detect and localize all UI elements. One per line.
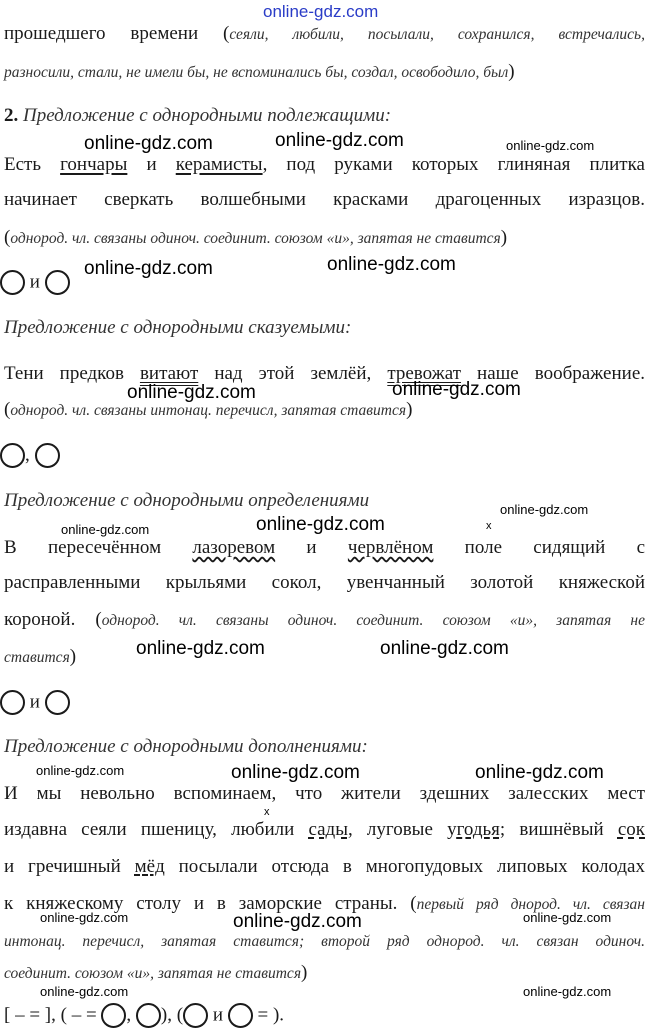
note-text: первый ряд днород. чл. связан [416,896,645,913]
intro-text: прошедшего времени ( [4,23,230,44]
predicate-1: витают [139,363,199,384]
s4-line-1: И мы невольно вспоминаем, что жители здешних залесских мест [4,783,645,804]
subject-1: гончары [60,154,128,175]
text: и [275,537,348,558]
watermark: online-gdz.com [392,379,521,400]
scheme-part: ), ( [160,1004,184,1026]
circle-icon [136,1003,161,1028]
intro-line-1 [4,22,645,47]
heading-text: Предложение с однородными определениями [4,490,370,511]
watermark: online-gdz.com [233,911,362,932]
s3-line-2: расправленными крыльями сокол, увенчанный золотой княжеской [4,572,645,593]
s2-scheme [0,441,60,470]
circle-icon [228,1003,253,1028]
note-text: однород. чл. связаны одиноч. соединит. союзом «и», запятая не [101,612,646,629]
text: ; вишнёвый [499,819,618,840]
text: посылали отсюда в многопудовых липовых колодах [164,856,645,877]
watermark: online-gdz.com [506,138,595,153]
s3-line-1 [4,536,645,560]
watermark: online-gdz.com [256,514,385,535]
text: наше воображение. [461,363,645,384]
watermark: online-gdz.com [275,130,404,151]
watermark: online-gdz.com [36,763,125,778]
s2-note: (однород. чл. связаны интонац. перечисл, запятая ставится) [4,399,413,420]
intro-line-2 [4,60,645,85]
watermark: online-gdz.com [231,762,360,783]
s3-line-3 [4,608,645,633]
note-text: интонац. перечисл, запятая ставится; второй ряд однород. чл. связан одиноч. [4,933,645,950]
paren: ) [69,646,77,667]
scheme-part: и [208,1004,228,1026]
scheme-part: , [126,1004,136,1026]
object-2: угодья [447,819,500,840]
text: , под руками которых глиняная плитка [262,154,645,175]
s1-line-1 [4,153,645,177]
circle-icon [0,690,25,715]
circle-icon [35,443,60,468]
circle-icon [101,1003,126,1028]
watermark: online-gdz.com [61,522,150,537]
intro-verbs-cont: разносили, стали, не имели бы, не вспоминались бы, создал, освободило, был [4,64,509,81]
object-1: сады [308,819,348,840]
s3-scheme [0,688,70,717]
text: Тени предков [4,363,140,384]
text: над этой землёй, [198,363,388,384]
watermark: online-gdz.com [127,382,256,403]
note-text: однород. чл. связаны одиноч. соединит. союзом «и», запятая не ставится [10,230,501,247]
watermark: online-gdz.com [475,762,604,783]
mark-x: x [264,806,270,818]
s1-note: (однород. чл. связаны одиноч. соединит. союзом «и», запятая не ставится) [4,227,508,248]
paren: ) [301,962,308,983]
watermark: online-gdz.com [136,638,265,659]
heading-text: Предложение с однородными дополнениями: [4,736,368,757]
attribute-2: червлёном [347,537,434,558]
note-text: ставится [4,649,70,666]
text: издавна сеяли пшеницу, любили [4,819,309,840]
s3-line-4 [4,645,645,670]
note-text: однород. чл. связаны интонац. перечисл, запятая ставится [10,402,407,419]
circle-icon [45,270,70,295]
s1-line-2: начинает сверкать волшебными красками драгоценных изразцов. [4,189,645,210]
scheme-sep: и [29,691,40,713]
s1-scheme [0,268,70,297]
s4-line-6 [4,961,645,986]
text: поле сидящий с [433,537,645,558]
watermark: online-gdz.com [84,133,213,154]
text: В пересечённом [4,537,193,558]
text: к княжескому столу и в заморские страны. ( [4,893,417,914]
s2-line-1 [4,362,645,386]
section-heading-objects [4,735,645,759]
section-heading-predicates [4,316,645,340]
text: короной. ( [4,609,102,630]
predicate-2: тревожат [387,363,462,384]
watermark: online-gdz.com [40,984,129,999]
object-4: мёд [134,856,165,877]
subject-2: керамисты [175,154,263,175]
s4-scheme [4,1001,284,1030]
circle-icon [0,270,25,295]
note-text: соединит. союзом «и», запятая не ставится [4,965,302,982]
circle-icon [45,690,70,715]
mark-x: x [486,520,492,532]
text: и гречишный [4,856,135,877]
watermark: online-gdz.com [523,910,612,925]
heading-text: Предложение с однородными сказуемыми: [4,317,352,338]
text: Есть [4,154,61,175]
watermark: online-gdz.com [327,254,456,275]
watermark: online-gdz.com [500,502,589,517]
text: и [127,154,176,175]
watermark: online-gdz.com [40,910,129,925]
top-watermark: online-gdz.com [263,2,379,21]
watermark: online-gdz.com [523,984,612,999]
scheme-sep: , [25,444,30,466]
attribute-1: лазоревом [192,537,276,558]
s4-line-2 [4,818,645,842]
circle-icon [0,443,25,468]
intro-verbs: сеяли, любили, посылали, сохранился, встречались, [229,26,645,43]
object-3: сок [617,819,645,840]
heading-text: Предложение с однородными подлежащими: [23,105,392,126]
scheme-sep: и [29,271,40,293]
text: , луговые [347,819,448,840]
task-number: 2. [4,105,19,126]
section-heading-subjects [4,104,645,128]
scheme-part: [ – = ], ( – = [4,1004,102,1026]
scheme-part: = ). [252,1004,285,1026]
watermark: online-gdz.com [84,258,213,279]
circle-icon [183,1003,208,1028]
s4-line-3 [4,855,645,879]
watermark: online-gdz.com [380,638,509,659]
intro-paren: ) [508,61,515,82]
